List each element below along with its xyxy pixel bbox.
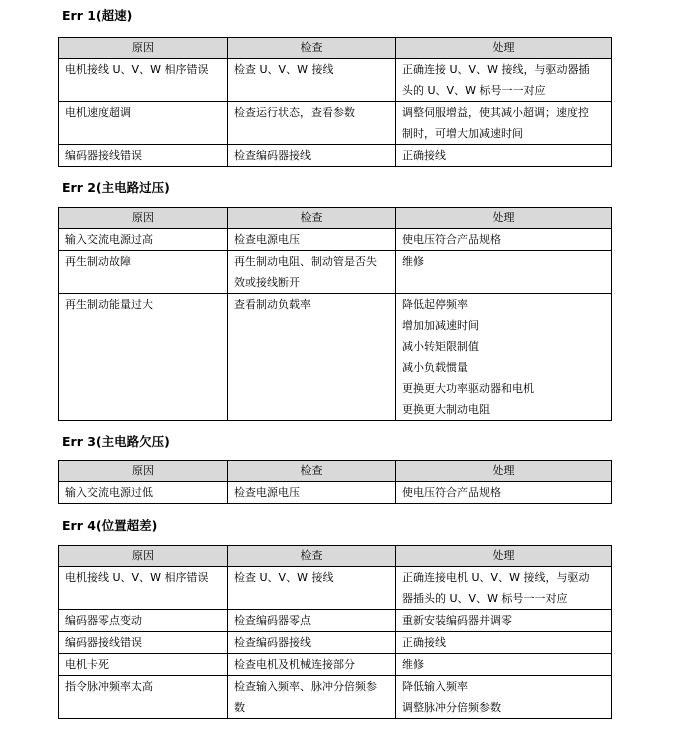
cell-cause: 电机接线 U、V、W 相序错误 [59, 59, 228, 102]
cell-action: 降低输入频率 调整脉冲分倍频参数 [396, 676, 612, 719]
cell-action: 使电压符合产品规格 [396, 482, 612, 504]
header-check: 检查 [228, 38, 396, 59]
header-cause: 原因 [59, 546, 228, 567]
table-header-row [59, 461, 612, 482]
header-action: 处理 [396, 546, 612, 567]
cell-cause: 电机接线 U、V、W 相序错误 [59, 567, 228, 610]
cell-action: 正确连接电机 U、V、W 接线，与驱动 器插头的 U、V、W 标号一一对应 [396, 567, 612, 610]
header-action: 处理 [396, 38, 612, 59]
header-cause: 原因 [59, 461, 228, 482]
table-header-row [59, 546, 612, 567]
cell-cause: 再生制动故障 [59, 251, 228, 294]
header-check: 检查 [228, 461, 396, 482]
cell-check: 检查电源电压 [228, 229, 396, 251]
table-row [59, 229, 612, 251]
cell-check: 查看制动负载率 [228, 294, 396, 421]
cell-cause: 指令脉冲频率太高 [59, 676, 228, 719]
cell-cause: 输入交流电源过低 [59, 482, 228, 504]
cell-check: 检查 U、V、W 接线 [228, 567, 396, 610]
cell-check: 检查编码器接线 [228, 145, 396, 167]
table-row [59, 610, 612, 632]
cell-check: 检查电源电压 [228, 482, 396, 504]
cell-check: 检查编码器接线 [228, 632, 396, 654]
table-row [59, 482, 612, 504]
cell-cause: 编码器接线错误 [59, 632, 228, 654]
cell-action: 使电压符合产品规格 [396, 229, 612, 251]
header-check: 检查 [228, 546, 396, 567]
table-row [59, 567, 612, 610]
cell-cause: 电机速度超调 [59, 102, 228, 145]
table-row [59, 632, 612, 654]
cell-cause: 编码器零点变动 [59, 610, 228, 632]
table-row [59, 59, 612, 102]
cell-check: 检查运行状态，查看参数 [228, 102, 396, 145]
header-action: 处理 [396, 208, 612, 229]
header-cause: 原因 [59, 208, 228, 229]
table-err2 [58, 207, 612, 421]
section-title-err4: Err 4(位置超差) [62, 518, 158, 533]
header-cause: 原因 [59, 38, 228, 59]
table-err3 [58, 460, 612, 504]
cell-action: 维修 [396, 654, 612, 676]
cell-action: 正确接线 [396, 632, 612, 654]
section-title-err2: Err 2(主电路过压) [62, 180, 170, 195]
header-action: 处理 [396, 461, 612, 482]
table-err4 [58, 545, 612, 719]
cell-cause: 编码器接线错误 [59, 145, 228, 167]
table-header-row [59, 208, 612, 229]
cell-action: 维修 [396, 251, 612, 294]
cell-action: 重新安装编码器并调零 [396, 610, 612, 632]
cell-check: 检查编码器零点 [228, 610, 396, 632]
table-row [59, 676, 612, 719]
section-title-err3: Err 3(主电路欠压) [62, 434, 170, 449]
cell-action: 调整伺服增益，使其减小超调；速度控 制时，可增大加减速时间 [396, 102, 612, 145]
table-row [59, 102, 612, 145]
cell-check: 检查 U、V、W 接线 [228, 59, 396, 102]
cell-check: 再生制动电阻、制动管是否失 效或接线断开 [228, 251, 396, 294]
table-row [59, 294, 612, 421]
table-row [59, 251, 612, 294]
cell-check: 检查电机及机械连接部分 [228, 654, 396, 676]
table-err1 [58, 37, 612, 167]
table-row [59, 654, 612, 676]
cell-cause: 再生制动能量过大 [59, 294, 228, 421]
section-title-err1: Err 1(超速) [62, 8, 133, 23]
cell-action: 降低起停频率 增加加减速时间 减小转矩限制值 减小负载惯量 更换更大功率驱动器和电机 更换更大制动电阻 [396, 294, 612, 421]
header-check: 检查 [228, 208, 396, 229]
table-row [59, 145, 612, 167]
cell-cause: 电机卡死 [59, 654, 228, 676]
cell-check: 检查输入频率、脉冲分倍频参 数 [228, 676, 396, 719]
table-header-row [59, 38, 612, 59]
cell-action: 正确连接 U、V、W 接线，与驱动器插 头的 U、V、W 标号一一对应 [396, 59, 612, 102]
cell-action: 正确接线 [396, 145, 612, 167]
cell-cause: 输入交流电源过高 [59, 229, 228, 251]
